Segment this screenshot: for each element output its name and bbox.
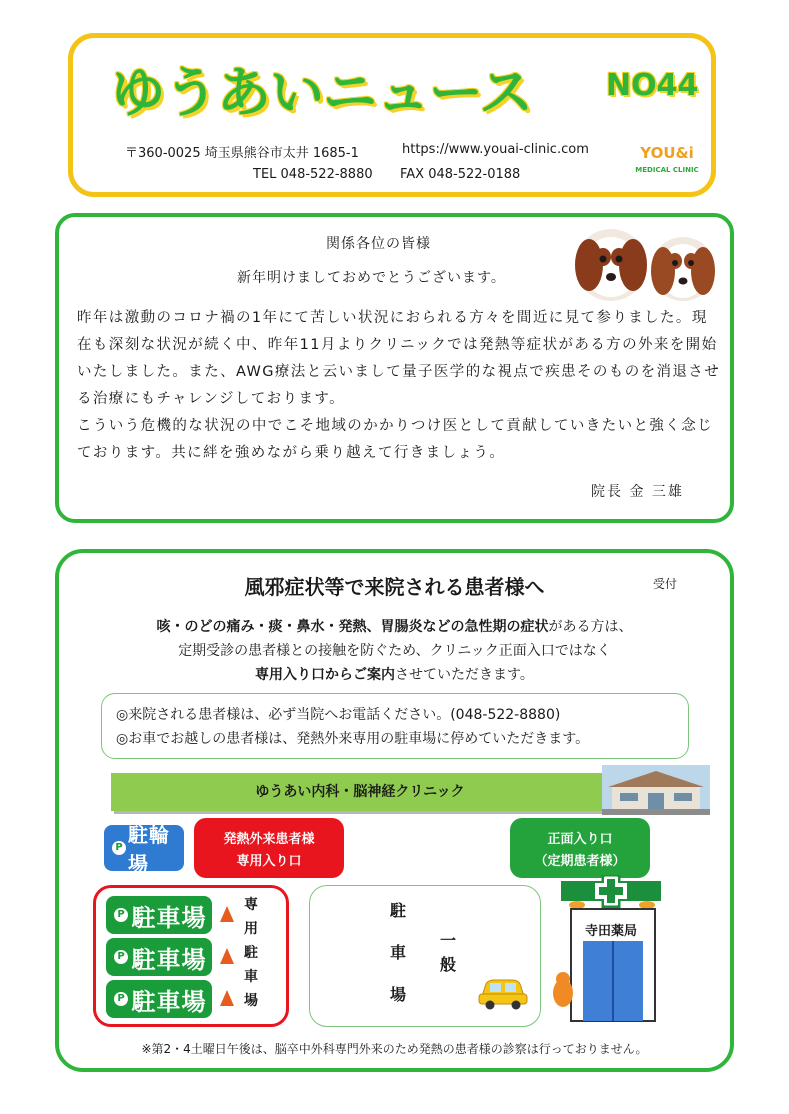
pharmacy-building-icon <box>551 875 671 1027</box>
contact-avoid-line: 定期受診の患者様との接触を防ぐため、クリニック正面入口ではなく <box>178 643 611 659</box>
fever-entrance-callout <box>194 818 344 878</box>
salutation: 関係各位の皆様 <box>326 236 431 252</box>
general-parking-char: 車 <box>390 943 407 962</box>
website-url[interactable]: https://www.youai-clinic.com <box>402 142 589 157</box>
traffic-cone-icon <box>220 990 234 1006</box>
fax-number: FAX 048-522-0188 <box>400 167 521 182</box>
car-icon <box>476 974 530 1010</box>
parking-badge <box>106 938 212 976</box>
parking-p-icon: P <box>114 950 128 964</box>
parking-badge <box>106 980 212 1018</box>
director-signature: 院長 金 三雄 <box>591 484 684 500</box>
general-parking-area <box>309 885 541 1027</box>
newsletter-title: ゆうあいニュース <box>111 61 533 124</box>
general-char: 一 <box>440 931 457 950</box>
parking-label: 駐車場 <box>131 903 207 932</box>
parking-label: 駐車場 <box>131 987 207 1016</box>
bicycle-icon: P <box>112 841 126 855</box>
front-entrance-line2: （定期患者様） <box>534 854 626 869</box>
new-year-greeting: 新年明けましておめでとうございます。 <box>237 270 506 286</box>
greeting-paragraph-1: 昨年は激動のコロナ禍の1年にて苦しい状況におられる方々を間近に見て参りました。現在も深刻な状況が続く中、昨年11月よりクリニックでは発熱等症状がある方の外来を開始いたしました。また、AWG療法と云いまして量子医学的な視点で疾患そのものを消退させる治療にもチャレンジしております。 <box>77 310 721 407</box>
issue-number: NO44 <box>606 68 699 103</box>
logo-sub-text: MEDICAL CLINIC <box>635 166 699 174</box>
phone-number: TEL 048-522-8880 <box>253 167 373 182</box>
bicycle-parking-badge <box>104 823 184 876</box>
front-entrance-line1: 正面入り口 <box>547 832 613 847</box>
reserved-char: 専 <box>244 897 258 913</box>
parking-p-icon: P <box>114 908 128 922</box>
symptoms-line <box>59 615 730 639</box>
reserved-char: 駐 <box>244 945 258 961</box>
fever-entrance-line1: 発熱外来患者様 <box>223 832 315 847</box>
guidance-rest: させていただきます。 <box>395 667 534 683</box>
traffic-cone-icon <box>220 906 234 922</box>
parking-p-icon: P <box>114 992 128 1006</box>
guidance-bold: 専用入り口からご案内 <box>255 667 396 683</box>
reserved-char: 場 <box>244 993 258 1009</box>
symptoms-bold: 咳・のどの痛み・痰・鼻水・発熱、胃腸炎などの急性期の症状 <box>156 619 549 635</box>
pharmacy-name: 寺田薬局 <box>584 924 637 939</box>
reserved-char: 車 <box>244 969 258 985</box>
parking-badge <box>106 896 212 934</box>
symptoms-rest: がある方は、 <box>548 619 633 635</box>
general-parking-char: 駐 <box>390 901 407 920</box>
traffic-cone-icon <box>220 948 234 964</box>
greeting-box <box>55 213 734 523</box>
greeting-paragraph-2: こういう危機的な状況の中でこそ地域のかかりつけ医として貢献していきたいと強く念じております。共に絆を強めながら乗り越えて行きましょう。 <box>77 418 713 461</box>
notice-car: ◎お車でお越しの患者様は、発熱外来専用の駐車場に停めていただきます。 <box>116 731 590 747</box>
footnote: ※第2・4土曜日午後は、脳卒中外科専門外来のため発熱の患者様の診察は行っておりません。 <box>141 1042 648 1056</box>
clinic-logo <box>628 142 706 182</box>
fever-patients-box <box>55 549 734 1072</box>
logo-main-text: YOU&i <box>640 144 694 162</box>
notice-call: ◎来院される患者様は、必ず当院へお電話ください。(048-522-8880) <box>116 707 561 723</box>
parking-label: 駐車場 <box>131 945 207 974</box>
reserved-parking-area <box>93 885 289 1027</box>
reserved-char: 用 <box>244 921 258 937</box>
general-parking-char: 場 <box>390 985 407 1004</box>
front-entrance-callout <box>510 818 650 878</box>
reception-label: 受付 <box>653 577 678 591</box>
clinic-name: ゆうあい内科・脳神経クリニック <box>255 784 465 800</box>
fever-entrance-line2: 専用入り口 <box>236 854 302 869</box>
guidance-line <box>59 663 730 687</box>
fever-section-title: 風邪症状等で来院される患者様へ <box>244 575 545 599</box>
address: 〒360-0025 埼玉県熊谷市太井 1685-1 <box>125 146 359 161</box>
general-char: 般 <box>440 955 457 974</box>
notice-box <box>101 693 689 759</box>
bicycle-parking-label: 駐輪場 <box>128 823 170 876</box>
clinic-building-bar <box>111 773 609 811</box>
dogs-photo <box>571 223 723 305</box>
clinic-building-photo <box>602 765 710 815</box>
newsletter-header <box>68 33 716 197</box>
